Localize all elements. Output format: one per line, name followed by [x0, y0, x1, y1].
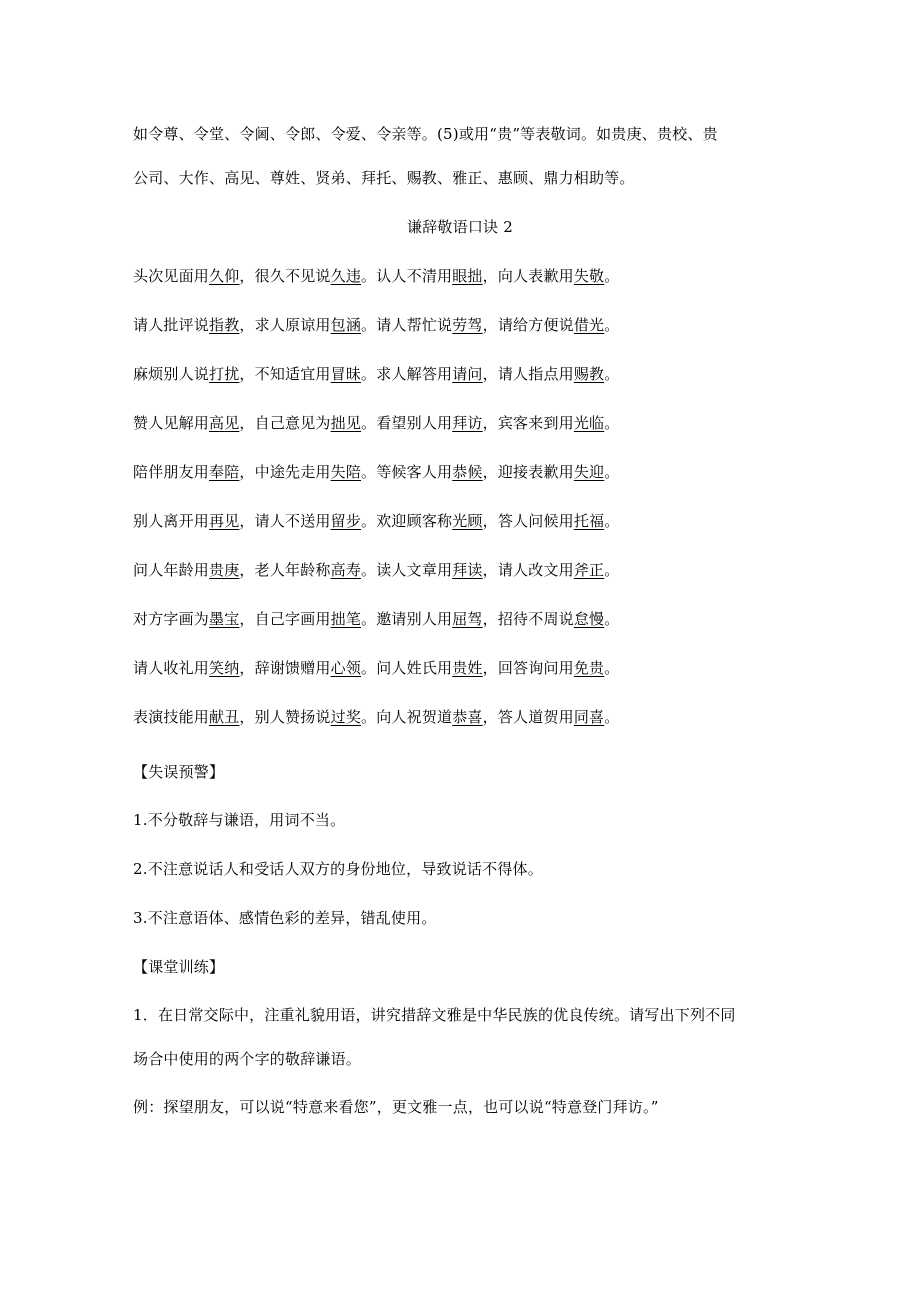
verse-text: 。欢迎顾客称 [361, 512, 453, 530]
question-line-2: 场合中使用的两个字的敬辞谦语。 [133, 1050, 362, 1068]
verse-text: 。等候客人用 [361, 463, 453, 481]
honorific-term: 久违 [330, 267, 362, 285]
verse-line [133, 315, 780, 335]
warning-heading: 【失误预警】 [133, 763, 225, 781]
verse-text: 。 [604, 561, 620, 579]
verse-text: 。 [604, 512, 620, 530]
honorific-term: 高见 [209, 414, 240, 432]
verse-text: 。求人解答用 [361, 365, 453, 383]
warning-item: 2.不注意说话人和受话人双方的身份地位，导致说话不得体。 [133, 860, 543, 878]
warning-item: 1.不分敬辞与谦语，用词不当。 [133, 811, 346, 829]
verse-text: 请人批评说 [133, 316, 210, 334]
verse-line [133, 707, 780, 727]
honorific-term: 光临 [573, 414, 605, 432]
verse-text: 表演技能用 [133, 708, 210, 726]
verse-text: 。 [604, 610, 620, 628]
verse-text: 头次见面用 [133, 267, 210, 285]
verse-text: ，自己字画用 [239, 610, 331, 628]
verse-text: 。问人姓氏用 [361, 659, 453, 677]
verse-text: ，别人赞扬说 [239, 708, 331, 726]
honorific-term: 斧正 [573, 561, 605, 579]
honorific-term: 失敬 [573, 267, 605, 285]
verse-text: ，答人问候用 [482, 512, 574, 530]
honorific-term: 心领 [330, 659, 362, 677]
honorific-term: 借光 [573, 316, 605, 334]
verse-text: 。请人帮忙说 [361, 316, 453, 334]
honorific-term: 贵姓 [452, 659, 483, 677]
verse-text: 。 [604, 414, 620, 432]
verse-text: ，求人原谅用 [239, 316, 331, 334]
honorific-term: 同喜 [573, 708, 605, 726]
verse-text: ，迎接表歉用 [482, 463, 574, 481]
honorific-term: 留步 [330, 512, 362, 530]
verse-text: 。 [604, 316, 620, 334]
honorific-term: 包涵 [330, 316, 362, 334]
warning-item: 3.不注意语体、感情色彩的差异，错乱使用。 [133, 909, 437, 927]
verse-text: ，自己意见为 [239, 414, 331, 432]
verse-text: 问人年龄用 [133, 561, 210, 579]
verse-text: 请人收礼用 [133, 659, 210, 677]
question-line-1: 1．在日常交际中，注重礼貌用语，讲究措辞文雅是中华民族的优良传统。请写出下列不同 [133, 1006, 736, 1024]
verse-text: 。读人文章用 [361, 561, 453, 579]
verse-line [133, 511, 780, 531]
verse-text: 。 [604, 365, 620, 383]
verse-text: ，很久不见说 [239, 267, 331, 285]
verse-text: ，请给方便说 [482, 316, 574, 334]
verse-line [133, 462, 780, 482]
honorific-term: 拙笔 [330, 610, 362, 628]
verse-text: 陪伴朋友用 [133, 463, 210, 481]
honorific-term: 怠慢 [573, 610, 605, 628]
verse-line [133, 364, 780, 384]
verse-text: 。 [604, 463, 620, 481]
honorific-term: 光顾 [452, 512, 483, 530]
honorific-term: 冒昧 [330, 365, 362, 383]
honorific-term: 失迎 [573, 463, 605, 481]
honorific-term: 失陪 [330, 463, 362, 481]
verse-text: ，回答询问用 [482, 659, 574, 677]
intro-line-2: 公司、大作、高见、尊姓、贤弟、拜托、赐教、雅正、惠顾、鼎力相助等。 [133, 169, 635, 187]
honorific-term: 贵庚 [209, 561, 240, 579]
verse-line [133, 413, 780, 433]
honorific-term: 拙见 [330, 414, 362, 432]
verse-text: ，老人年龄称 [239, 561, 331, 579]
verse-text: ，请人指点用 [482, 365, 574, 383]
verse-text: 。 [604, 267, 620, 285]
verse-text: 麻烦别人说 [133, 365, 210, 383]
verse-text: ，不知适宜用 [239, 365, 331, 383]
verse-text: ，请人不送用 [239, 512, 331, 530]
verse-text: ，宾客来到用 [482, 414, 574, 432]
verse-line [133, 266, 780, 286]
verse-text: ，招待不周说 [482, 610, 574, 628]
verse-text: ，向人表歉用 [482, 267, 574, 285]
verse-text: ，请人改文用 [482, 561, 574, 579]
honorific-term: 奉陪 [209, 463, 240, 481]
verse-text: 。邀请别人用 [361, 610, 453, 628]
intro-line-1: 如令尊、令堂、令阃、令郎、令爱、令亲等。(5)或用“贵”等表敬词。如贵庚、贵校、贵 [133, 125, 718, 143]
honorific-term: 恭候 [452, 463, 483, 481]
honorific-term: 墨宝 [209, 610, 240, 628]
honorific-term: 拜访 [452, 414, 483, 432]
verse-text: ，答人道贺用 [482, 708, 574, 726]
honorific-term: 托福 [573, 512, 605, 530]
verse-line [133, 658, 780, 678]
honorific-term: 笑纳 [209, 659, 240, 677]
honorific-term: 免贵 [573, 659, 605, 677]
honorific-term: 恭喜 [452, 708, 483, 726]
verse-text: 。向人祝贺道 [361, 708, 453, 726]
verse-text: 别人离开用 [133, 512, 210, 530]
honorific-term: 请问 [452, 365, 483, 383]
honorific-term: 指教 [209, 316, 240, 334]
honorific-term: 献丑 [209, 708, 240, 726]
verse-text: 对方字画为 [133, 610, 210, 628]
verse-text: 。 [604, 708, 620, 726]
honorific-term: 过奖 [330, 708, 362, 726]
verse-text: 。认人不清用 [361, 267, 453, 285]
verse-text: ，辞谢馈赠用 [239, 659, 331, 677]
honorific-term: 劳驾 [452, 316, 483, 334]
honorific-term: 拜读 [452, 561, 483, 579]
honorific-term: 打扰 [209, 365, 240, 383]
verse-text: 。看望别人用 [361, 414, 453, 432]
honorific-term: 再见 [209, 512, 240, 530]
verse-text: 。 [604, 659, 620, 677]
section-heading: 谦辞敬语口诀 2 [407, 218, 513, 236]
verse-text: 赞人见解用 [133, 414, 210, 432]
verse-text: ，中途先走用 [239, 463, 331, 481]
verse-line [133, 560, 780, 580]
question-example: 例：探望朋友，可以说“特意来看您”，更文雅一点，也可以说“特意登门拜访。” [133, 1098, 659, 1116]
honorific-term: 眼拙 [452, 267, 483, 285]
training-heading: 【课堂训练】 [133, 958, 225, 976]
verse-line [133, 609, 780, 629]
honorific-term: 久仰 [209, 267, 240, 285]
honorific-term: 高寿 [330, 561, 362, 579]
honorific-term: 屈驾 [452, 610, 483, 628]
honorific-term: 赐教 [573, 365, 605, 383]
